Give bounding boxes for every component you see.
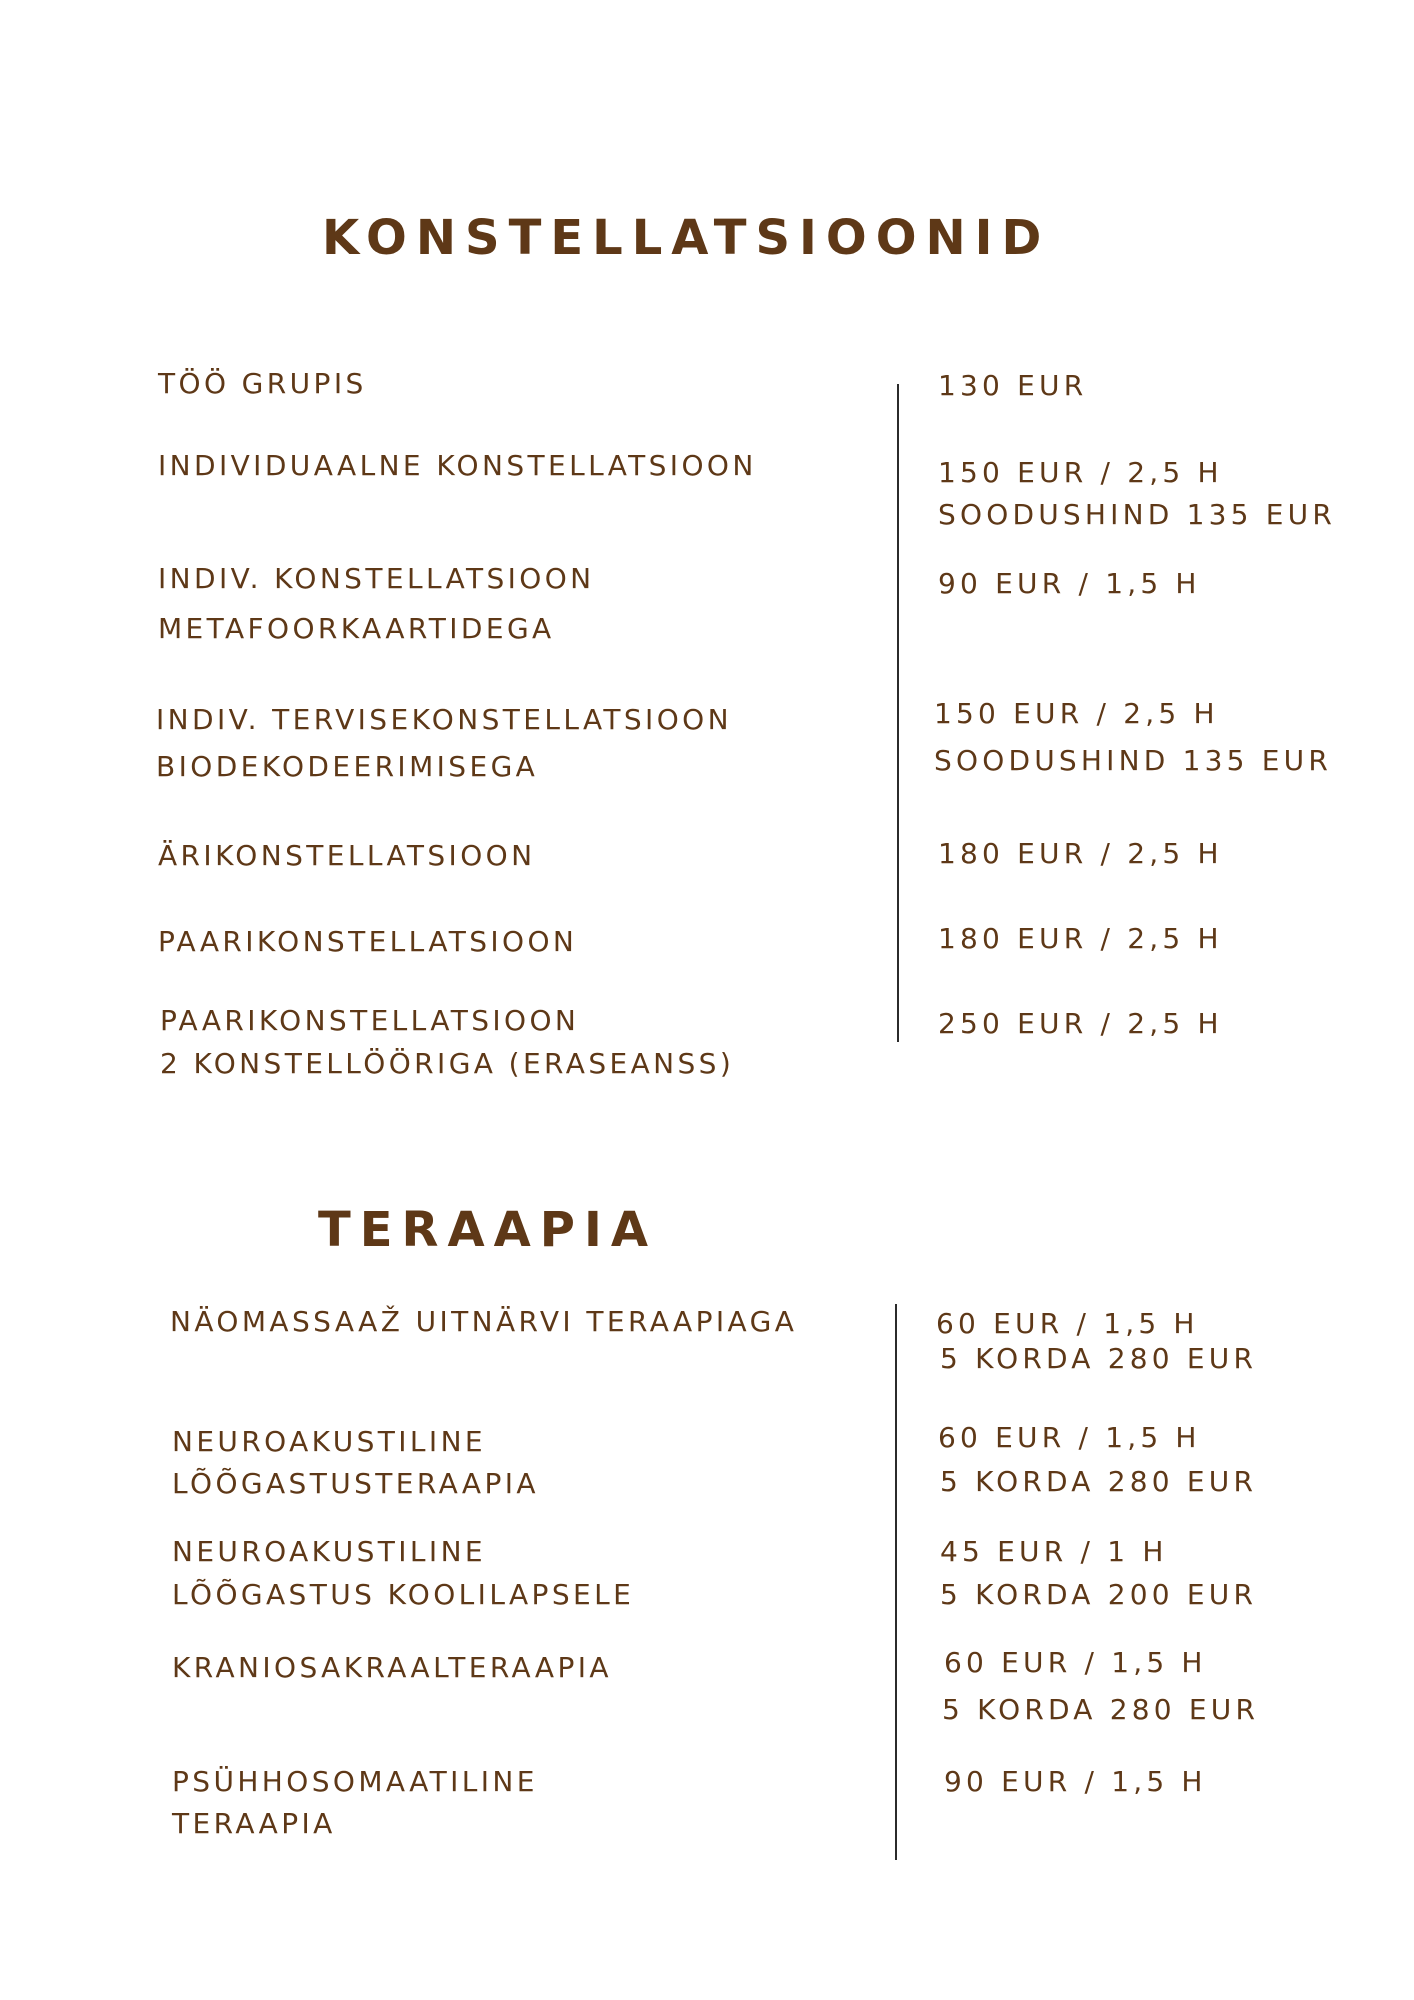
service-price-package: 5 KORDA 280 EUR: [940, 1465, 1258, 1498]
service-name: INDIV. TERVISEKONSTELLATSIOON: [156, 703, 732, 736]
service-name-line2: LÕÕGASTUS KOOLILAPSELE: [172, 1578, 635, 1611]
service-price: 90 EUR / 1,5 H: [944, 1765, 1207, 1798]
service-name: PAARIKONSTELLATSIOON: [160, 1004, 580, 1037]
service-price-package: 5 KORDA 200 EUR: [940, 1578, 1258, 1611]
service-name: PSÜHHOSOMAATILINE: [172, 1765, 538, 1798]
service-name-line2: LÕÕGASTUSTERAAPIA: [172, 1467, 539, 1500]
service-price: 130 EUR: [938, 369, 1088, 402]
service-price: 150 EUR / 2,5 H: [934, 697, 1219, 730]
section-divider-konstellatsioonid: [897, 384, 899, 1042]
service-price-discount: SOODUSHIND 135 EUR: [934, 744, 1332, 777]
service-price: 180 EUR / 2,5 H: [938, 922, 1223, 955]
section-title-teraapia: TERAAPIA: [318, 1202, 657, 1258]
service-name: NEUROAKUSTILINE: [172, 1535, 487, 1568]
service-name: NEUROAKUSTILINE: [172, 1425, 487, 1458]
service-price: 90 EUR / 1,5 H: [938, 567, 1201, 600]
service-name-line2: METAFOORKAARTIDEGA: [158, 612, 555, 645]
service-price: 45 EUR / 1 H: [940, 1535, 1168, 1568]
service-price: 60 EUR / 1,5 H: [936, 1307, 1199, 1340]
service-price: 250 EUR / 2,5 H: [938, 1007, 1223, 1040]
service-price: 180 EUR / 2,5 H: [938, 837, 1223, 870]
service-price-discount: SOODUSHIND 135 EUR: [938, 498, 1336, 531]
service-price: 60 EUR / 1,5 H: [938, 1421, 1201, 1454]
service-price: 150 EUR / 2,5 H: [938, 456, 1223, 489]
service-name-line2: 2 KONSTELLÖÖRIGA (ERASEANSS): [160, 1047, 735, 1080]
section-divider-teraapia: [895, 1304, 897, 1860]
service-name: INDIVIDUAALNE KONSTELLATSIOON: [158, 449, 757, 482]
service-name: INDIV. KONSTELLATSIOON: [158, 562, 595, 595]
service-name: KRANIOSAKRAALTERAAPIA: [172, 1651, 612, 1684]
service-price: 60 EUR / 1,5 H: [944, 1646, 1207, 1679]
service-name: PAARIKONSTELLATSIOON: [158, 925, 578, 958]
service-price-package: 5 KORDA 280 EUR: [942, 1693, 1260, 1726]
service-name: NÄOMASSAAŽ UITNÄRVI TERAAPIAGA: [170, 1305, 798, 1338]
section-title-konstellatsioonid: KONSTELLATSIOONID: [322, 210, 1051, 266]
service-name: TÖÖ GRUPIS: [158, 367, 367, 400]
service-price-package: 5 KORDA 280 EUR: [940, 1342, 1258, 1375]
service-name: ÄRIKONSTELLATSIOON: [158, 839, 536, 872]
service-name-line2: TERAAPIA: [172, 1807, 336, 1840]
service-name-line2: BIODEKODEERIMISEGA: [156, 750, 539, 783]
